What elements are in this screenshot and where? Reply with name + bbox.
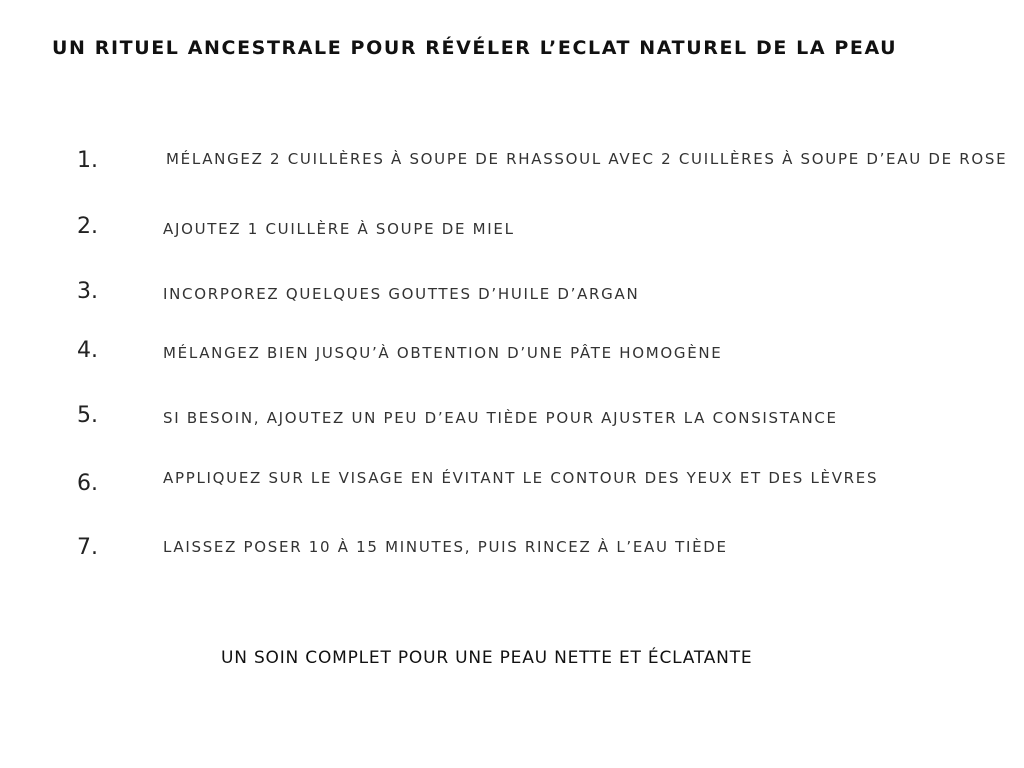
page-title: UN RITUEL ANCESTRALE POUR RÉVÉLER L’ECLAT NATUREL DE LA PEAU <box>52 37 898 59</box>
step-number: 5. <box>77 403 98 428</box>
step-number: 4. <box>77 338 98 363</box>
step-text: AJOUTEZ 1 CUILLÈRE À SOUPE DE MIEL <box>163 220 515 238</box>
step-number: 3. <box>77 279 98 304</box>
step-text: SI BESOIN, AJOUTEZ UN PEU D’EAU TIÈDE POUR AJUSTER LA CONSISTANCE <box>163 409 838 427</box>
step-text: LAISSEZ POSER 10 À 15 MINUTES, PUIS RINCEZ À L’EAU TIÈDE <box>163 538 728 556</box>
step-text: MÉLANGEZ BIEN JUSQU’À OBTENTION D’UNE PÂTE HOMOGÈNE <box>163 344 723 362</box>
step-number: 6. <box>77 471 98 496</box>
step-text: APPLIQUEZ SUR LE VISAGE EN ÉVITANT LE CONTOUR DES YEUX ET DES LÈVRES <box>163 469 879 487</box>
step-number: 2. <box>77 214 98 239</box>
step-text: INCORPOREZ QUELQUES GOUTTES D’HUILE D’ARGAN <box>163 285 640 303</box>
step-number: 1. <box>77 148 98 173</box>
step-text: MÉLANGEZ 2 CUILLÈRES À SOUPE DE RHASSOUL AVEC 2 CUILLÈRES À SOUPE D’EAU DE ROSE <box>166 150 1008 168</box>
step-number: 7. <box>77 535 98 560</box>
closing-tagline: UN SOIN COMPLET POUR UNE PEAU NETTE ET ÉCLATANTE <box>221 648 753 668</box>
